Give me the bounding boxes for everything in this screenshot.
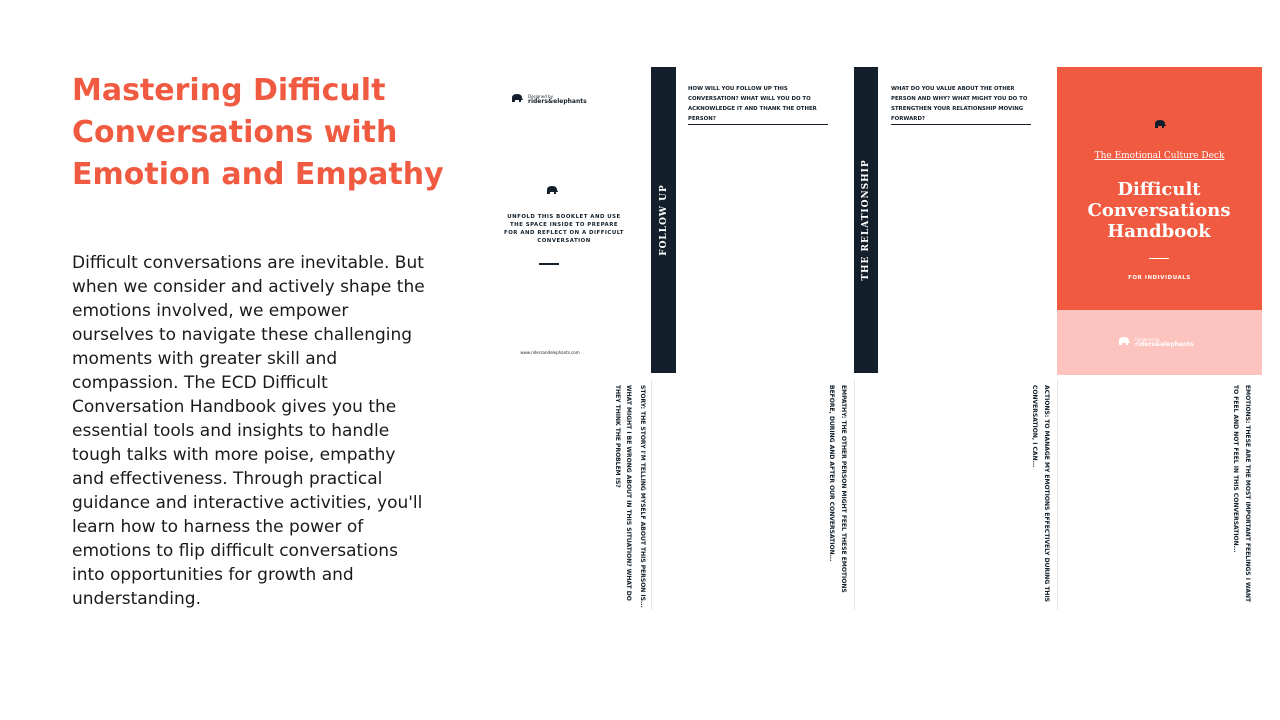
- spine-follow-up: [651, 67, 676, 373]
- empathy-prompt-line-1: EMPATHY: THE OTHER PERSON MIGHT FEEL THESE EMOTIONS: [840, 385, 847, 593]
- handbook-audience: FOR INDIVIDUALS: [1128, 275, 1191, 281]
- handbook-cover: [1057, 67, 1262, 375]
- handbook-cover-top: [1057, 67, 1262, 310]
- website-url: www.ridersandelephants.com: [520, 350, 580, 355]
- brand-name: riders&elephants: [528, 98, 587, 105]
- handbook-cover-bottom: [1057, 310, 1262, 375]
- brand-name-white: riders&elephants: [1135, 341, 1194, 348]
- fold-line: [854, 380, 855, 610]
- story-prompt-line-1: STORY: THE STORY I'M TELLING MYSELF ABOUT THIS PERSON IS...: [639, 385, 646, 608]
- booklet-back-cover: [490, 67, 650, 373]
- fold-line: [651, 380, 652, 610]
- empathy-prompt-line-2: BEFORE, DURING AND AFTER OUR CONVERSATION...: [828, 385, 835, 562]
- elephant-white-icon: [1153, 119, 1167, 129]
- actions-prompt-line-2: CONVERSATION, I CAN...: [1031, 385, 1038, 468]
- designed-by-label: Designed by: [528, 94, 553, 99]
- handbook-title: Difficult Conversations Handbook: [1087, 179, 1231, 242]
- follow-up-question: [688, 84, 828, 125]
- page-title: Mastering Difficult Conversations with Emotion and Empathy: [72, 73, 444, 192]
- divider: [539, 263, 559, 265]
- emotions-prompt-line-1: EMOTIONS: THESE ARE THE MOST IMPORTANT FEELINGS I WANT: [1244, 385, 1251, 603]
- spine-relationship: [854, 67, 878, 373]
- elephant-logo-icon: [510, 93, 524, 103]
- story-prompt-line-2: WHAT MIGHT I BE WRONG ABOUT IN THIS SITUATION? WHAT DO: [625, 385, 632, 601]
- story-prompt-line-3: THEY THINK THE PROBLEM IS?: [614, 385, 621, 488]
- handbook-subtitle: The Emotional Culture Deck: [1094, 151, 1225, 161]
- follow-up-question-text: HOW WILL YOU FOLLOW UP THIS CONVERSATION? WHAT WILL YOU DO TO ACKNOWLEDGE IT AND THANK THE OTHER PERSON?: [688, 84, 828, 125]
- emotions-prompt-line-2: TO FEEL AND NOT FEEL IN THIS CONVERSATION...: [1232, 385, 1239, 553]
- description-paragraph: Difficult conversations are inevitable. But when we consider and actively shape the emotions involved, we empower ourselves to navigate these challenging moments with greater skill and compassion. The ECD Difficult Conversation Handbook gives you the essential tools and insights to handle tough talks with more poise, empathy and effectiveness. Through practical guidance and interactive activities, you'll learn how to harness the power of emotions to flip difficult conversations into opportunities for growth and understanding.: [72, 253, 425, 609]
- designed-by-label-white: Designed by: [1135, 337, 1160, 342]
- relationship-question-text: WHAT DO YOU VALUE ABOUT THE OTHER PERSON AND WHY? WHAT MIGHT YOU DO TO STRENGTHEN YOUR RELATIONSHIP MOVING FORWARD?: [891, 84, 1031, 125]
- unfold-instructions: UNFOLD THIS BOOKLET AND USE THE SPACE INSIDE TO PREPARE FOR AND REFLECT ON A DIFFICULT CONVERSATION: [504, 214, 624, 244]
- spine-relationship-label: THE RELATIONSHIP: [861, 159, 871, 281]
- elephant-icon: [545, 185, 559, 195]
- fold-line: [1057, 380, 1058, 610]
- actions-prompt-line-1: ACTIONS: TO MANAGE MY EMOTIONS EFFECTIVELY DURING THIS: [1043, 385, 1050, 603]
- cover-divider: [1149, 258, 1169, 259]
- spine-follow-up-label: FOLLOW UP: [658, 184, 669, 256]
- relationship-question: [891, 84, 1031, 125]
- elephant-logo-white-icon: [1117, 336, 1131, 346]
